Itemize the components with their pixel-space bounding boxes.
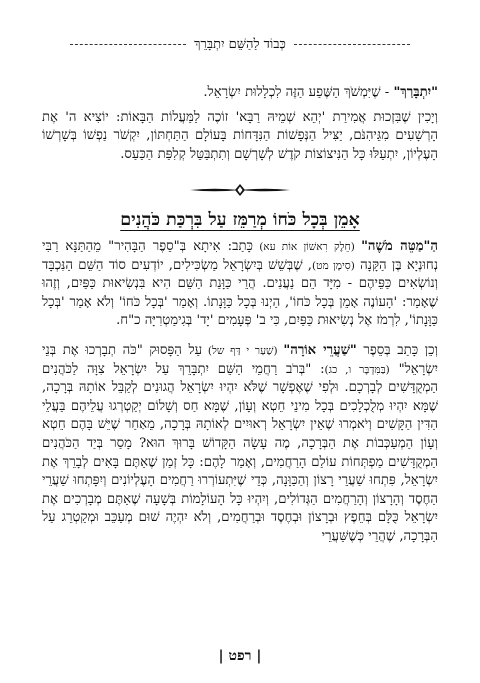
citation-mateh-moshe: (חֵלֶק רִאשׁוֹן אוֹת עא) xyxy=(252,240,362,253)
citation-sefer-habahir: (סִימָן מט) xyxy=(312,259,355,272)
term-yitbarach: "יִתְבָּרַךְ" xyxy=(393,85,438,100)
paragraph-shaarei-orah xyxy=(42,342,438,547)
paragraph-shaarei-orah-text-1: עַל הַפָּסוּק "כֹּה תְבָרְכוּ אֶת בְּנֵי יִשְׂרָאֵל" xyxy=(42,342,438,377)
diamond-ornament-icon xyxy=(188,182,292,198)
page-body xyxy=(42,72,438,557)
paragraph-mateh-moshe-text-1: כָּתַב: אִיתָא בְּ"סֵפֶר הַבָּהִיר" מֵהַתַּנָּא רַבִּי נְחוּנְיָא בֶּן הַקָּנָה xyxy=(42,238,438,273)
paragraph-shaarei-orah-text-2: : "בְּרֹב רַחֲמֵי הַשֵּׁם יִתְבָּרֵךְ עַל יִשְׂרָאֵל צִוָּה לַכֹּהֲנִים הַמְקֻדָּשִׁים לְבָרְכָם. וּלְפִי שֶׁאֶפְשָׁר שֶׁלֹּא יִהְיוּ יִשְׂרָאֵל הֲגוּנִים לְקַבֵּל אוֹתָהּ בְּרָכָה, שֶׁמָּא יִהְיוּ מְלֻכְלָכִים בְּכָל מִינֵי חֵטְא וְעָוֹן, שֶׁמָּא חַס וְשָׁלוֹם יְקַטְרְגוּ עֲלֵיהֶם בַּעֲלֵי הַדִּין הַקָּשִׁים וְיֹאמְרוּ שֶׁאֵין יִשְׂרָאֵל רְאוּיִים לְאוֹתָהּ בְּרָכָה, מֵאַחַר שֶׁיֵּשׁ בָּהֶם חֵטְא וְעָוֹן הַמְעַכְּבוֹת אֶת הַבְּרָכָה, מֶה עָשָׂה הַקָּדוֹשׁ בָּרוּךְ הוּא? מָסַר בְּיַד הַכֹּהֲנִים הַמְקֻדָּשִׁים מַפְתְּחוֹת עוֹלַם הָרַחֲמִים, וְאָמַר לָהֶם: כָּל זְמַן שֶׁאַתֶּם בָּאִים לְבָרֵךְ אֶת יִשְׂרָאֵל, פִּתְחוּ שַׁעֲרֵי רָצוֹן וְהַכַּוָּנָה, כְּדֵי שֶׁיִּתְעוֹרְרוּ רַחֲמִים הָעֶלְיוֹנִים וְיִפָּתְחוּ שַׁעֲרֵי הַחֶסֶד וְהָרָצוֹן וְהָרַחֲמִים הַגְּדוֹלִים, וְיִהְיוּ כָּל הָעוֹלָמוֹת בְּשָׁעָה שֶׁאַתֶּם מְבָרְכִים אֶת יִשְׂרָאֵל כֻּלָּם בְּחֵפֶץ וּבְרָצוֹן וּבְחֶסֶד וּבְרַחֲמִים, וְלֹא יִהְיֶה שׁוּם מְעַכֵּב וּמְקַטְרֵג עַל הַבְּרָכָה, שֶׁהֲרֵי כְּשֶׁשַּׁעֲרֵי xyxy=(42,361,438,544)
paragraph-yitbarach-text: - שֶׁיִּמְשֹׁךְ הַשֶּׁפַע הַזֶּה לִכְלָלוּת יִשְׂרָאֵל. xyxy=(203,85,394,100)
citation-shaarei-orah: (שַׁעַר י דַּף של) xyxy=(202,344,284,357)
header-rule-right xyxy=(294,44,410,45)
source-shaarei-orah: "שַׁעֲרֵי אוֹרָה" xyxy=(283,342,357,358)
paragraph-yitbarach xyxy=(42,84,438,103)
paragraph-merits: וְיָכִין שֶׁבִּזְכוּת אֲמִירַת 'יְהֵא שְׁמֵיהּ רַבָּא' זוֹכֶה לַמַּעֲלוֹת הַבָּאוֹת: יוֹצִיא ה' אֶת הָרְשָׁעִים מִגֵּיהִנֹּם, יַצִּיל הַנְּפָשׁוֹת הַנִּדָּחוֹת בָּעוֹלָם הַתַּחְתּוֹן, יִקְשֹׁר נַפְשׁוֹ בְּשָׁרְשׁוֹ הָעֶלְיוֹן, יִתְעַלּוּ כָּל הַנִּיצוֹצוֹת קֹדֶשׁ לְשָׁרְשָׁם וְתִתְבַּטֵּל קְלִפַּת הַכַּעַס. xyxy=(42,109,438,162)
section-divider-ornament xyxy=(42,175,438,205)
page-number: | רפט | xyxy=(218,648,262,664)
citation-bamidbar: (בַּמִּדְבָּר ו, כג) xyxy=(324,363,390,376)
running-head xyxy=(70,36,410,52)
source-mateh-moshe: הַ"מַטֵּה מֹשֶׁה" xyxy=(361,238,439,254)
paragraph-mateh-moshe-text-2: , שֶׁבְּשֵׁשׁ בְּיִשְׂרָאֵל מַשְׂכִּילִים, יוֹדְעִים סוֹד הַשֵּׁם הַנִּכְבָּד וְנוֹשְׂאִים כַּפֵּיהֶם - מִיָּד הֵם נַעֲנִים. הֲרֵי כַּוָּנַת הַשֵּׁם הִיא בִּנְשִׂיאוּת כַּפַּיִם, וְזֶהוּ שֶׁאָמַר: 'הָעוֹנֶה אָמֵן בְּכָל כֹּחוֹ', הַיְנוּ בְּכָל כַּוָּנָתוֹ. וְאָמַר 'בְּכָל כֹּחוֹ' וְלֹא אָמַר 'בְּכָל כַּוָּנָתוֹ', לִרְמֹז אֶל נְשִׂיאוּת כַּפַּיִם, כִּי ב' פְּעָמִים 'יָד' בְּגִימַטְרִיָּה כ"ח. xyxy=(42,257,438,329)
paragraph-shaarei-orah-lead: וְכֵן כָּתַב בְּסֵפֶר xyxy=(356,342,438,358)
header-rule-left xyxy=(70,44,186,45)
paragraph-mateh-moshe xyxy=(42,238,438,331)
section-title: אָמֵן בְּכָל כֹּחוֹ מְרַמֵּז עַל בִּרְכַּת כֹּהֲנִים xyxy=(120,210,360,231)
running-head-title: כְּבוֹד לַהַשֵּׁם יִתְבָּרֵךְ xyxy=(194,37,286,52)
